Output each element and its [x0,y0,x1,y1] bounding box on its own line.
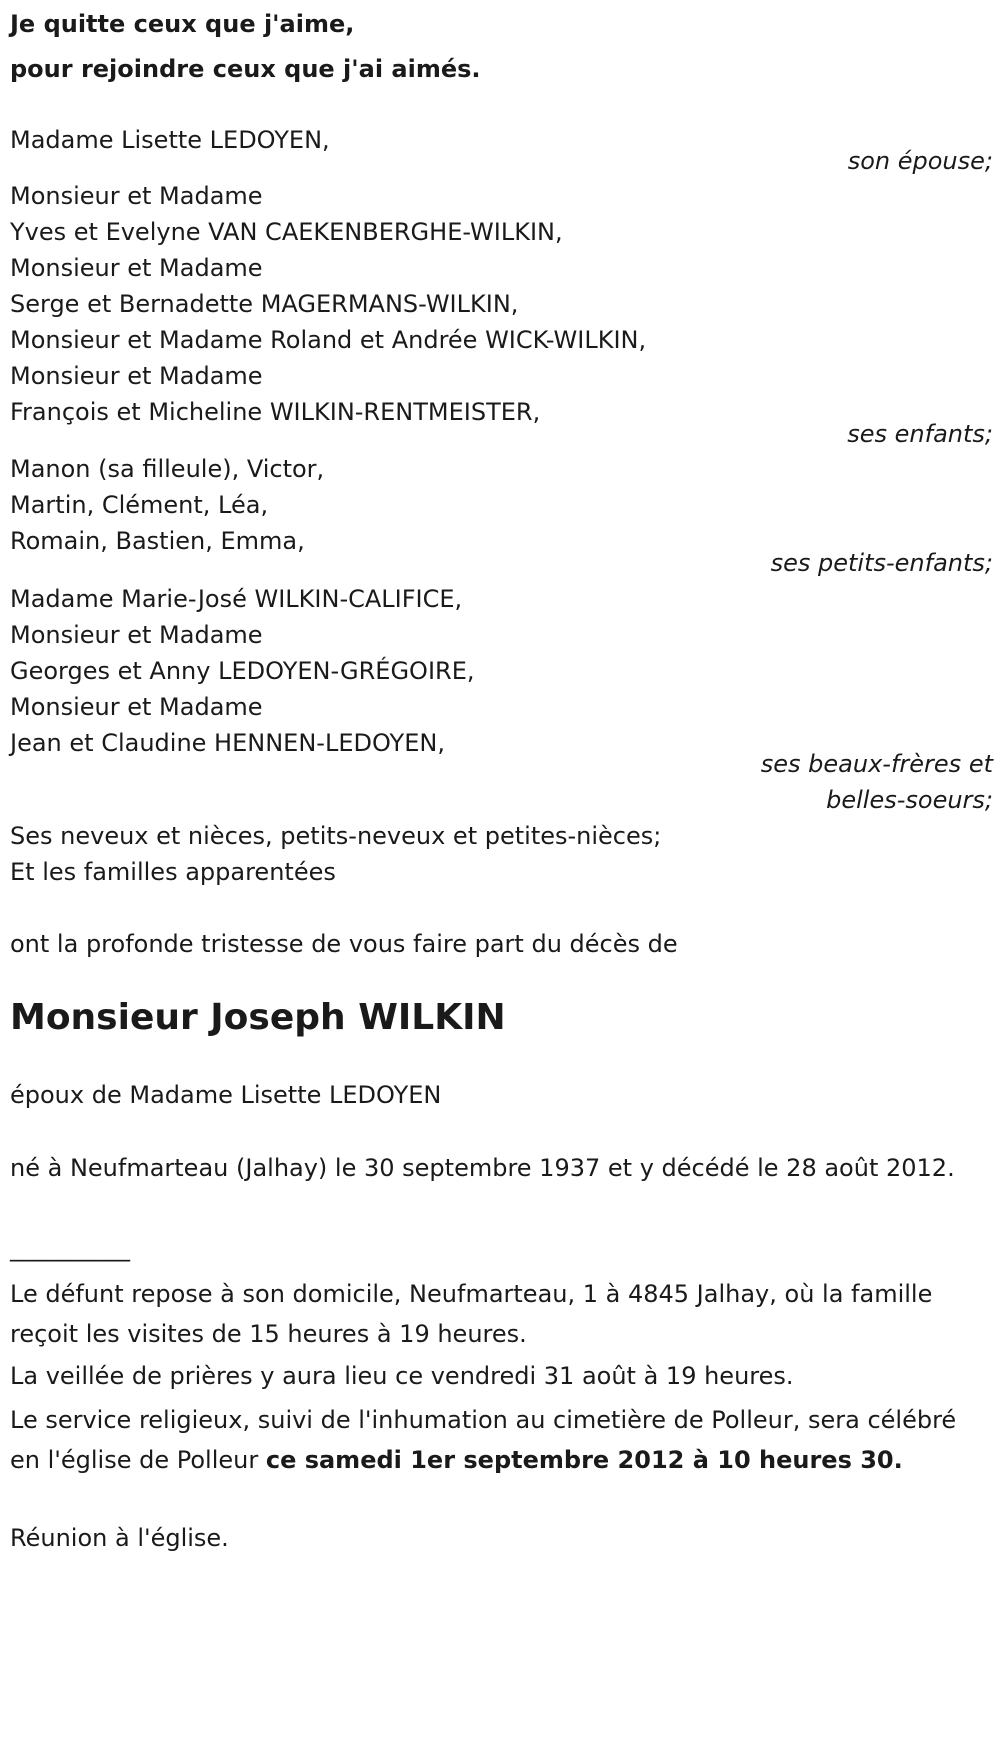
spouse-name: Madame Lisette LEDOYEN, [10,126,330,154]
birth-death-dates: né à Neufmarteau (Jalhay) le 30 septembre 1937 et y décédé le 28 août 2012. [10,1154,955,1182]
inlaws-line-3: Georges et Anny LEDOYEN-GRÉGOIRE, [10,657,475,685]
vigil-details: La veillée de prières y aura lieu ce vendredi 31 août à 19 heures. [10,1362,794,1390]
grandchildren-line-1: Manon (sa filleule), Victor, [10,455,325,483]
inlaws-line-1: Madame Marie-José WILKIN-CALIFICE, [10,585,463,613]
children-line-4: Serge et Bernadette MAGERMANS-WILKIN, [10,290,519,318]
verse-line-2: pour rejoindre ceux que j'ai aimés. [10,55,481,83]
children-role: ses enfants; [847,420,993,448]
children-line-6: Monsieur et Madame [10,362,263,390]
deceased-spouse-line: époux de Madame Lisette LEDOYEN [10,1081,442,1109]
children-line-5: Monsieur et Madame Roland et Andrée WICK-WILKIN, [10,326,647,354]
inlaws-line-4: Monsieur et Madame [10,693,263,721]
children-line-2: Yves et Evelyne VAN CAEKENBERGHE-WILKIN, [10,218,563,246]
deceased-name: Monsieur Joseph WILKIN [10,997,506,1038]
grandchildren-role: ses petits-enfants; [770,549,993,577]
extended-family-line-1: Ses neveux et nièces, petits-neveux et petites-nièces; [10,822,662,850]
extended-family-line-2: Et les familles apparentées [10,858,336,886]
service-text: Le service religieux, suivi de l'inhumation au cimetière de Polleur, sera célébré en l'église de Polleur [10,1406,957,1474]
grandchildren-line-2: Martin, Clément, Léa, [10,491,269,519]
verse-line-1: Je quitte ceux que j'aime, [10,10,355,38]
spouse-role: son épouse; [847,147,993,175]
children-line-1: Monsieur et Madame [10,182,263,210]
inlaws-line-2: Monsieur et Madame [10,621,263,649]
announcement: ont la profonde tristesse de vous faire part du décès de [10,930,678,958]
inlaws-role-2: belles-soeurs; [826,786,993,814]
children-line-7: François et Micheline WILKIN-RENTMEISTER, [10,398,541,426]
inlaws-line-5: Jean et Claudine HENNEN-LEDOYEN, [10,729,445,757]
separator: __________ [10,1234,130,1262]
service-date: ce samedi 1er septembre 2012 à 10 heures 30. [265,1446,903,1474]
meeting-details: Réunion à l'église. [10,1524,229,1552]
inlaws-role-1: ses beaux-frères et [760,750,993,778]
children-line-3: Monsieur et Madame [10,254,263,282]
rest-details: Le défunt repose à son domicile, Neufmarteau, 1 à 4845 Jalhay, où la famille reçoit les visites de 15 heures à 19 heures. [10,1280,933,1348]
grandchildren-line-3: Romain, Bastien, Emma, [10,527,305,555]
service-details [10,1400,980,1480]
